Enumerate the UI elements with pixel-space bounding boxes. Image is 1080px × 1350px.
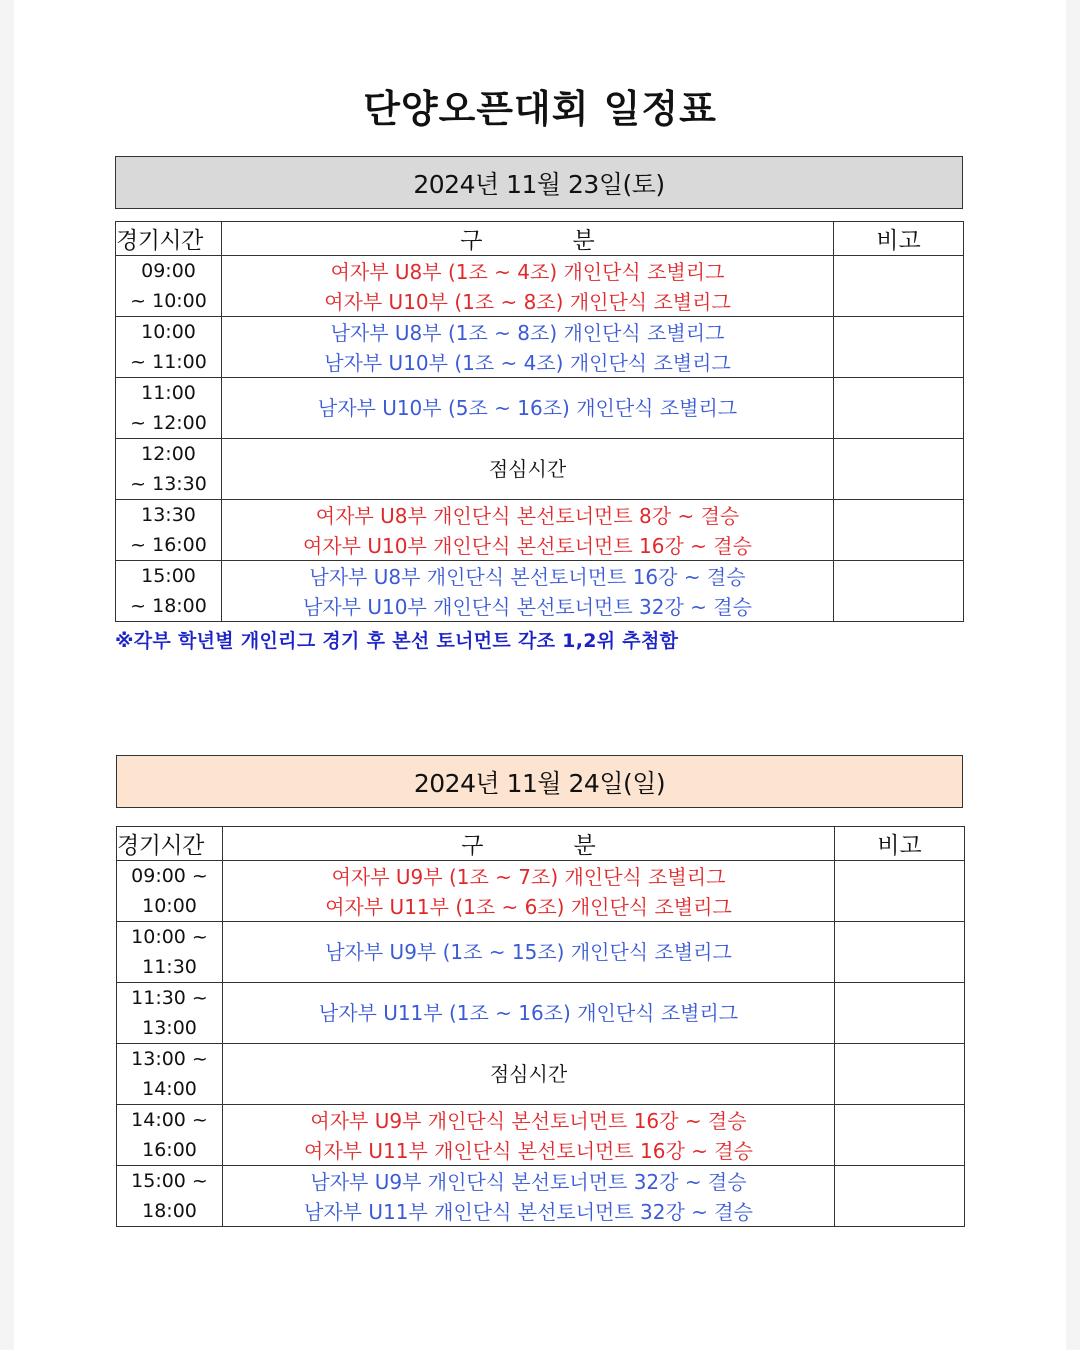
time-start: 11:00 [141,382,196,404]
column-header-category [223,827,835,861]
event-line: 점심시간 [488,457,567,481]
column-header-time: 경기시간 [116,222,222,256]
time-start: 15:00 ~ [131,1170,208,1192]
time-cell [117,983,223,1044]
event-cell [222,256,834,317]
time-end: ~ 12:00 [130,412,207,434]
table-row [117,1044,965,1105]
table-row [117,861,965,922]
time-start: 09:00 [141,260,196,282]
event-line: 남자부 U10부 개인단식 본선토너먼트 32강 ~ 결승 [303,595,752,619]
time-end: 16:00 [142,1139,197,1161]
table-row [117,983,965,1044]
table-row [116,439,964,500]
event-cell [223,1105,835,1166]
time-start: 12:00 [141,443,196,465]
time-cell [117,922,223,983]
column-header-category-part2: 분 [572,228,595,254]
footnote: ※각부 학년별 개인리그 경기 후 본선 토너먼트 각조 1,2위 추첨함 [115,630,679,652]
event-line: 여자부 U8부 개인단식 본선토너먼트 8강 ~ 결승 [315,504,740,528]
event-line: 남자부 U10부 (5조 ~ 16조) 개인단식 조별리그 [317,396,738,420]
event-line: 남자부 U9부 (1조 ~ 15조) 개인단식 조별리그 [325,940,732,964]
column-header-time: 경기시간 [117,827,223,861]
time-cell [117,1166,223,1227]
time-start: 14:00 ~ [131,1109,208,1131]
time-start: 11:30 ~ [131,987,208,1009]
event-line: 점심시간 [489,1062,568,1086]
time-start: 13:00 ~ [131,1048,208,1070]
table-row [116,561,964,622]
table-row [117,1105,965,1166]
time-cell [117,1044,223,1105]
time-end: 13:00 [142,1017,197,1039]
event-cell [222,561,834,622]
event-line: 여자부 U11부 (1조 ~ 6조) 개인단식 조별리그 [325,895,732,919]
event-line: 여자부 U8부 (1조 ~ 4조) 개인단식 조별리그 [330,260,725,284]
time-cell [117,861,223,922]
day1-date-header: 2024년 11월 23일(토) [115,156,963,209]
note-cell [834,439,964,500]
event-line: 남자부 U9부 개인단식 본선토너먼트 32강 ~ 결승 [310,1170,747,1194]
event-cell [223,861,835,922]
event-line: 남자부 U11부 (1조 ~ 16조) 개인단식 조별리그 [318,1001,739,1025]
event-line: 남자부 U11부 개인단식 본선토너먼트 32강 ~ 결승 [304,1200,753,1224]
note-cell [834,378,964,439]
table-row [116,256,964,317]
table-row [116,378,964,439]
event-cell [223,1044,835,1105]
time-cell [116,317,222,378]
day2-date-header: 2024년 11월 24일(일) [116,755,963,808]
event-line: 여자부 U10부 개인단식 본선토너먼트 16강 ~ 결승 [303,534,752,558]
event-cell [222,439,834,500]
time-cell [116,439,222,500]
table-row [116,500,964,561]
note-cell [835,861,965,922]
time-end: ~ 16:00 [130,534,207,556]
table-header-row [117,827,965,861]
note-cell [835,1044,965,1105]
note-cell [834,561,964,622]
day1-schedule-table [115,221,964,622]
event-line: 여자부 U10부 (1조 ~ 8조) 개인단식 조별리그 [324,290,731,314]
page-title: 단양오픈대회 일정표 [363,87,717,131]
event-line: 남자부 U8부 개인단식 본선토너먼트 16강 ~ 결승 [309,565,746,589]
event-cell [223,1166,835,1227]
time-end: 18:00 [142,1200,197,1222]
event-cell [223,922,835,983]
event-line: 여자부 U11부 개인단식 본선토너먼트 16강 ~ 결승 [304,1139,753,1163]
time-end: ~ 10:00 [130,290,207,312]
event-line: 여자부 U9부 개인단식 본선토너먼트 16강 ~ 결승 [310,1109,747,1133]
time-end: 14:00 [142,1078,197,1100]
document-page [14,0,1066,1350]
table-row [117,922,965,983]
column-header-category-part2: 분 [573,833,596,859]
column-header-category-part1: 구 [461,833,484,859]
note-cell [834,317,964,378]
time-end: ~ 18:00 [130,595,207,617]
event-cell [222,378,834,439]
time-start: 09:00 ~ [131,865,208,887]
time-cell [117,1105,223,1166]
table-row [117,1166,965,1227]
time-end: ~ 11:00 [130,351,207,373]
note-cell [835,1166,965,1227]
event-line: 남자부 U10부 (1조 ~ 4조) 개인단식 조별리그 [324,351,731,375]
column-header-note: 비고 [834,222,964,256]
column-header-category [222,222,834,256]
note-cell [834,500,964,561]
time-cell [116,378,222,439]
time-end: 10:00 [142,895,197,917]
event-line: 남자부 U8부 (1조 ~ 8조) 개인단식 조별리그 [330,321,725,345]
note-cell [835,1105,965,1166]
time-cell [116,561,222,622]
column-header-category-part1: 구 [460,228,483,254]
time-start: 10:00 [141,321,196,343]
note-cell [834,256,964,317]
event-cell [222,317,834,378]
time-start: 10:00 ~ [131,926,208,948]
time-cell [116,256,222,317]
event-cell [223,983,835,1044]
event-cell [222,500,834,561]
time-start: 15:00 [141,565,196,587]
table-header-row [116,222,964,256]
time-end: 11:30 [142,956,197,978]
table-row [116,317,964,378]
day2-schedule-table [116,826,965,1227]
time-cell [116,500,222,561]
note-cell [835,922,965,983]
time-end: ~ 13:30 [130,473,207,495]
note-cell [835,983,965,1044]
column-header-note: 비고 [835,827,965,861]
time-start: 13:30 [141,504,196,526]
event-line: 여자부 U9부 (1조 ~ 7조) 개인단식 조별리그 [331,865,726,889]
